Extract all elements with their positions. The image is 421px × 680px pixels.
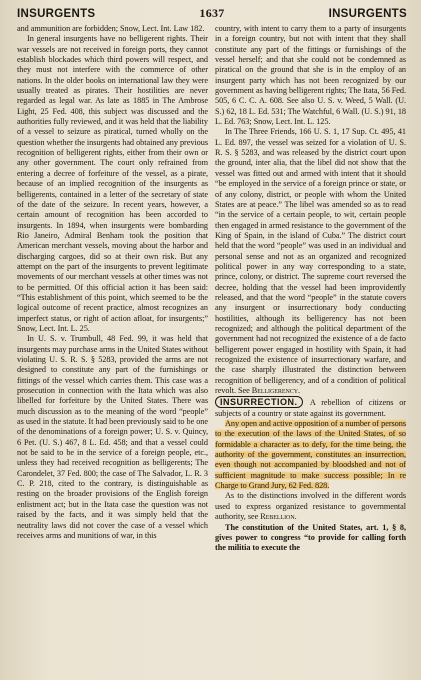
left-column xyxy=(17,24,208,554)
highlighted-passage: Any open and active opposition of a number of persons to the execution of the laws of the United States, of so formidable a character as to defy, for the time being, the authority of the government, constitutes an insurrection, even though not accompanied by bloodshed and not of sufficient magnitude to make success possible; In re Charge to Grand Jury, 62 Fed. 828. xyxy=(215,419,406,491)
cross-ref-belligerency: Belligerency. xyxy=(251,386,300,396)
right-para-1: country, with intent to carry them to a party of insurgents in a foreign country, but not with intent that they shall constitute any part of the fittings or furnishings of the vessel herself; and that she could not be condemned as piratical on the ground that she is in the employ of an insurgent party which has not been recognized by our government as having belligerent rights; The Itata, 56 Fed. 505, 6 C. C. A. 608. See also U. S. v. Weed, 5 Wall. (U. S.) 62, 18 L. Ed. 531; The Watchful, 6 Wall. (U. S.) 91, 18 L. Ed. 763; Snow, Lect. Int. L. 125. xyxy=(215,24,406,127)
page-number: 1637 xyxy=(199,6,225,20)
right-column xyxy=(215,24,406,554)
two-column-body xyxy=(17,24,407,554)
header-left-guideword: INSURGENTS xyxy=(17,8,96,20)
entry-definition: A rebellion of citizens or subjects of a country or state against its government. xyxy=(215,398,407,418)
entry-heading-insurrection: INSURRECTION. xyxy=(215,396,303,408)
header-right-guideword: INSURGENTS xyxy=(328,8,407,20)
right-para-4 xyxy=(215,491,406,522)
cross-ref-rebellion: Rebellion. xyxy=(260,512,297,522)
left-para-2: In general insurgents have no belligerent rights. Their war vessels are not received in foreign ports, they cannot establish blockades which third powers will respect, and they must not interfere with the commerce of other nations. In the older books on international law they were usually treated as pirates. Their hostilities are never regarded as legal war. As late as 1885 in The Ambrose Light, 25 Fed. 408, this subject was discussed and the authorities fully reviewed, and it was held that the liability of a vessel to seizure as piratical, turned wholly on the question whether the insurgents had obtained any previous recognition of belligerent rights, either from their own or any other government. The court only refrained from entering a decree of forfeiture of the vessel, as a pirate, because of an implied recognition of the insurgents as belligerents, contained in a letter of the secretary of state of the date of the seizure. In recent years, however, a certain amount of recognition has been accorded to insurgents. In 1894, when insurgents were bombarding Rio Janeiro, Admiral Benham took the position that American merchant vessels, moving about the harbor and discharging cargoes, did so at their own risk. But any attempt on the part of the insurgents to prevent legitimate movements of our merchant vessels at other times was not to be permitted. Of this official action it has been said: “This establishment of this point, which seemed to be the logical outcome of recent practice, almost recognizes an imperfect status, or right of action afloat, for insurgents;” Snow, Lect. Int. L. 25. xyxy=(17,34,208,333)
insurrection-entry xyxy=(215,396,406,419)
right-para-2 xyxy=(215,127,406,396)
right-para-3-highlighted xyxy=(215,419,406,491)
left-para-1: and ammunition are forbidden; Snow, Lect. Int. Law 182. xyxy=(17,24,205,33)
right-para-5: The constitution of the United States, art. 1, § 8, gives power to congress “to provide for calling forth the militia to execute the xyxy=(215,522,406,553)
running-header xyxy=(17,6,407,24)
left-para-3: In U. S. v. Trumbull, 48 Fed. 99, it was held that insurgents may purchase arms in the United States without violating U. S. R. S. § 5283, provided the arms are not designed to constitute any part of the furnishings or fittings of the vessel which carries them. This case was a prosecution in connection with the Itata which was also libelled for forfeiture by the United States. There was much discussion as to the meaning of the word “people” as used in the statute. It had been previously said to be one of the denominations of a foreign power; U. S. v. Quincy, 6 Pet. (U. S.) 467, 8 L. Ed. 458; and that a vessel could not be said to be in the service of a foreign people, etc., unless they had received recognition as belligerents; The Carondelet, 37 Fed. 800; the case of The Salvador, L. R. 3 C. P. 218, cited to the contrary, is distinguishable as resting on the broader provisions of the English foreign enlistment act; but in the Itata case the question was not raised by the facts, and it was simply held that the neutrality laws did not cover the case of a vessel which receives arms and munitions of war, in this xyxy=(17,334,208,540)
distinctions-text: As to the distinctions involved in the different words used to express organized resistance to governmental authority, see xyxy=(215,491,406,522)
three-friends-text: In The Three Friends, 166 U. S. 1, 17 Sup. Ct. 495, 41 L. Ed. 897, the vessel was seized for a violation of U. S. R. S. § 5283, and was released by the district court upon the ground, inter alia, that the libel did not show that the vessel was fitted out and armed with intent that it should “be employed in the service of a foreign prince or state, or of any colony, district, or people with whom the United States are at peace.” The libel was amended so as to read “in the service of a certain people, to wit, certain people then engaged in armed resistance to the government of the King of Spain, in the island of Cuba.” The district court held that the word “people” was used in an individual and personal sense and not as an organized and recognized political power in any way corresponding to a state, prince, colony, or district. The supreme court reversed the decree, holding that the vessel had been improvidently released, and that the word “people” in the statute covers any insurgent or insurrectionary body conducting hostilities, although its belligerency has not been recognized; and although the political department of the government had not recognized the existence of a de facto belligerent power engaged in hostility with Spain, it had recognized the existence of insurrectionary warfare, and the case sharply illustrated the distinction between recognition of belligerency, and of a condition of political revolt. See xyxy=(215,127,406,396)
